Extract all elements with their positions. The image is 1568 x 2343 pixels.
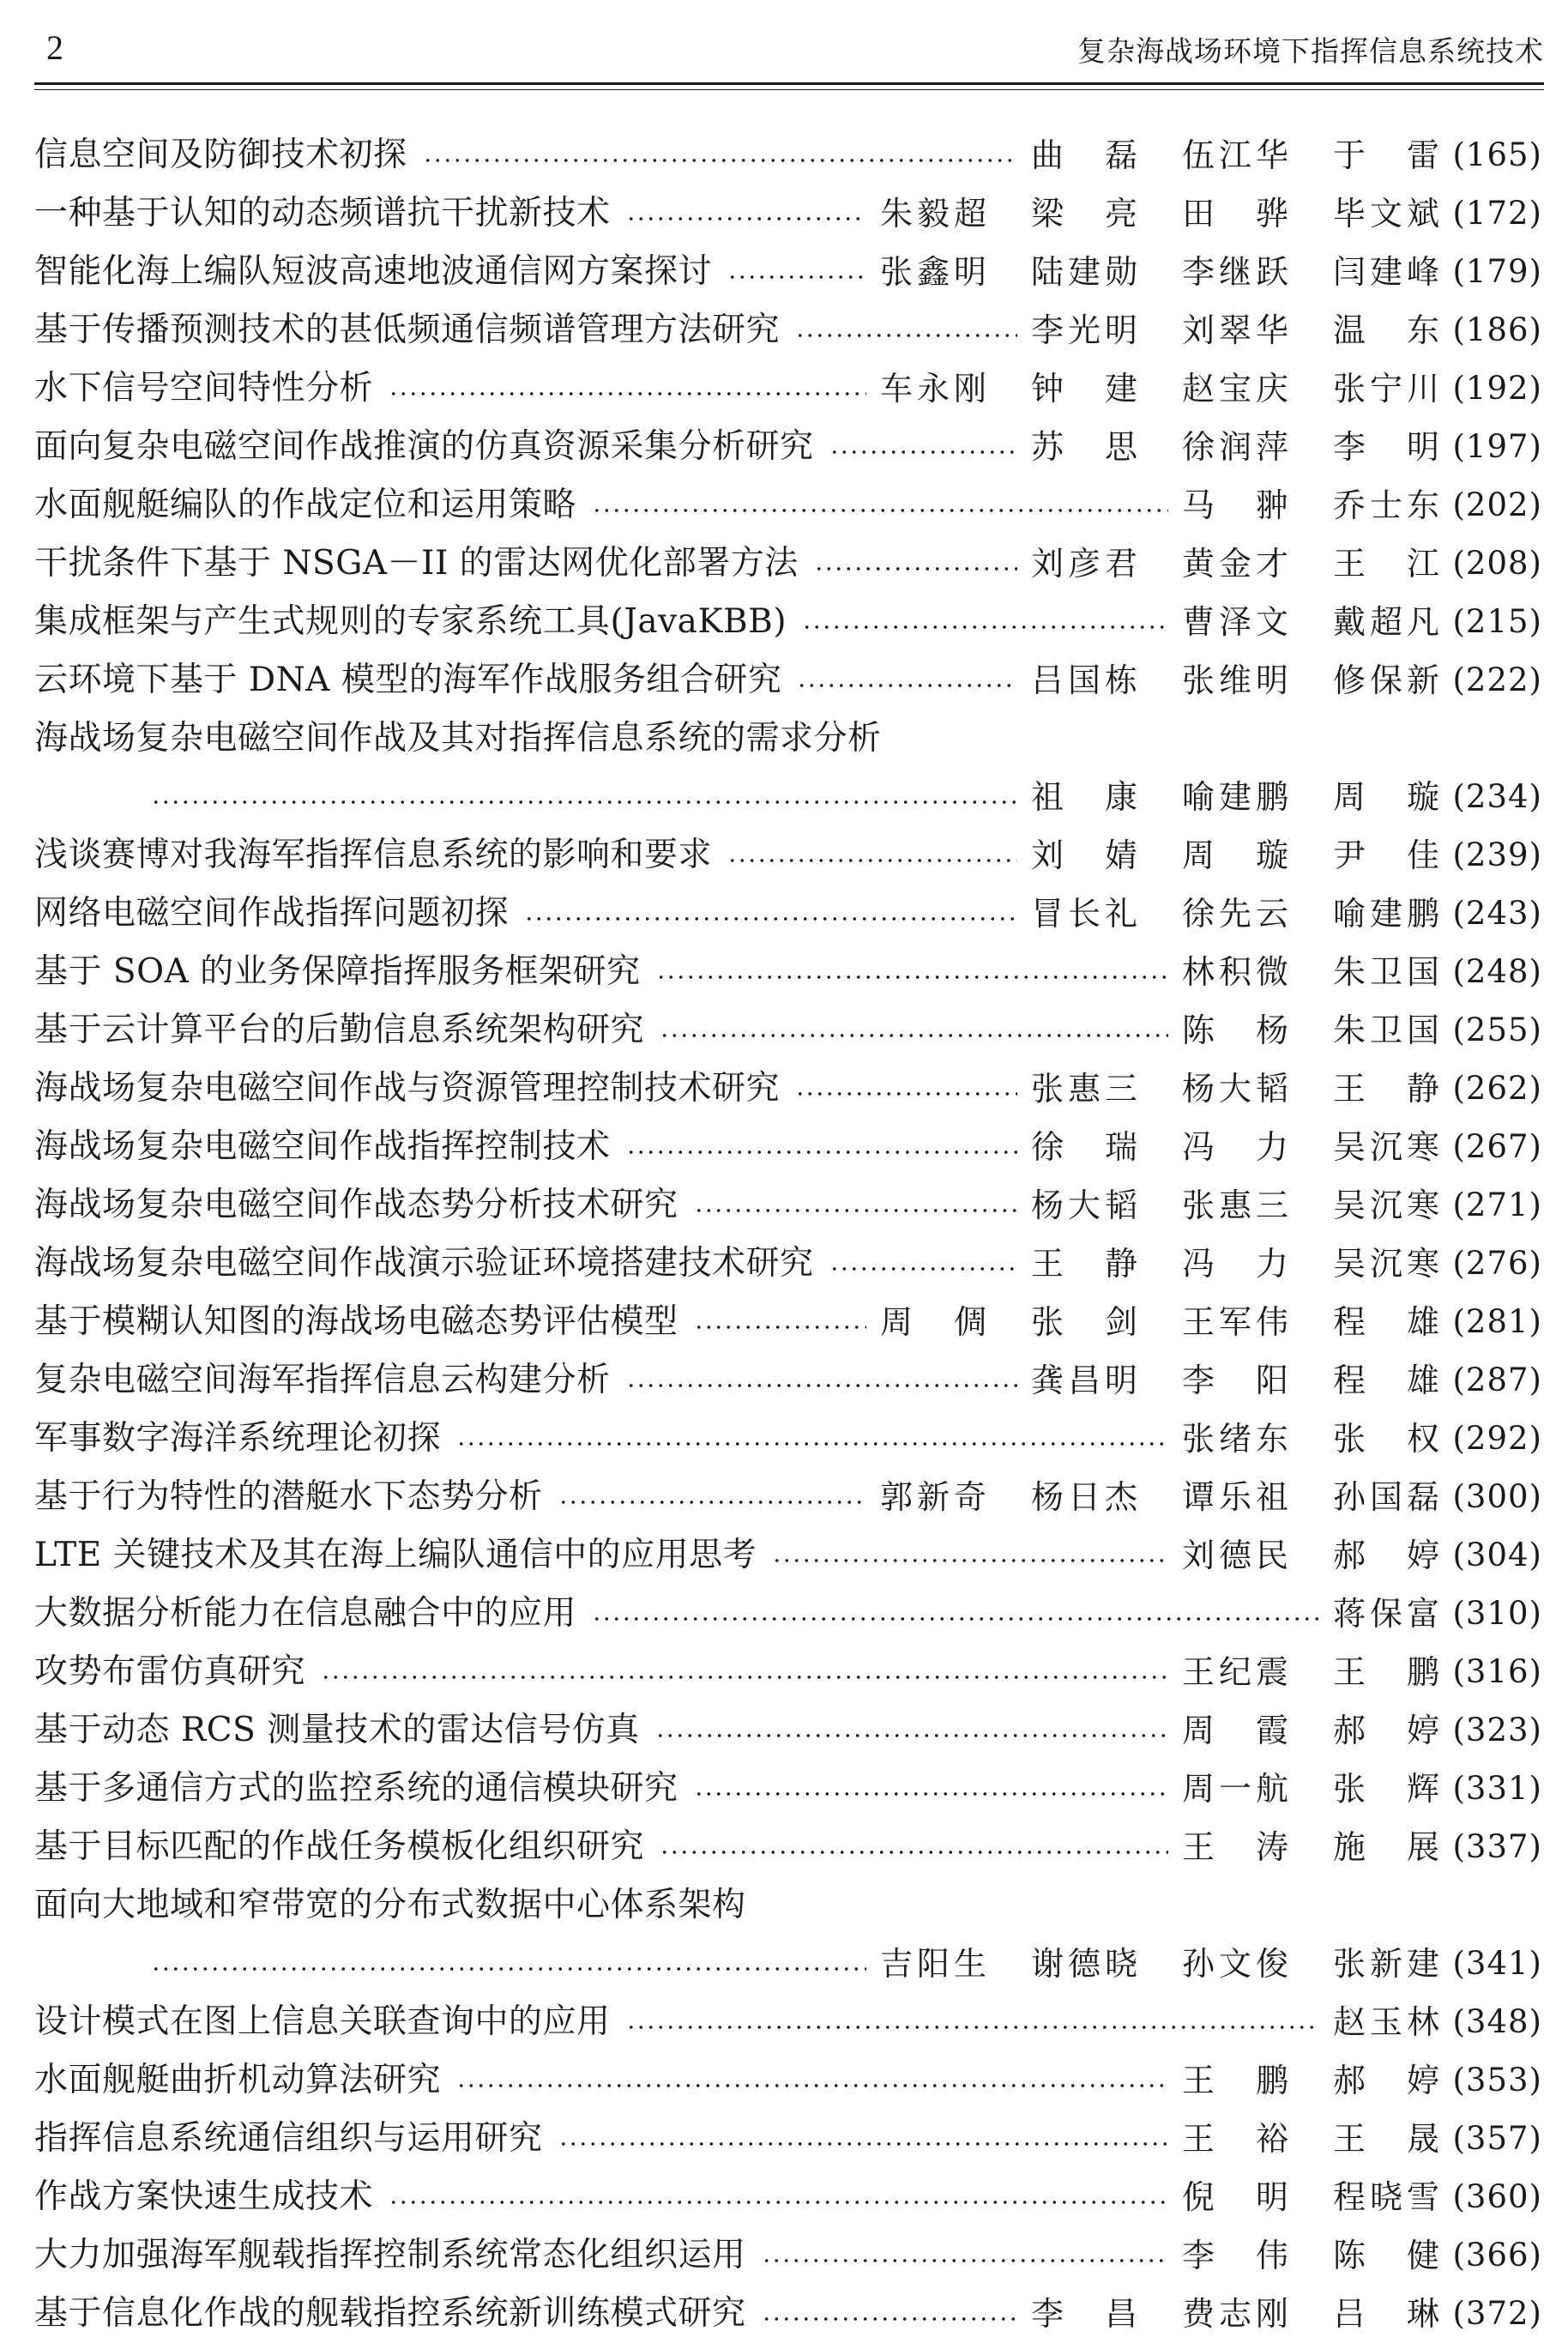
dot-leader — [802, 625, 1168, 630]
toc-entry-author: 施 展 — [1333, 1828, 1439, 1866]
toc-entry-title: 智能化海上编队短波高速地波通信网方案探讨 — [34, 252, 713, 291]
toc-entry-author: 张 剑 — [1031, 1303, 1137, 1341]
dot-leader — [456, 1441, 1168, 1446]
toc-entry-author: 冯 力 — [1182, 1245, 1288, 1283]
toc-entry-title: 基于行为特性的潜艇水下态势分析 — [34, 1477, 543, 1516]
toc-entry-author: 张新建 — [1333, 1945, 1439, 1983]
dot-leader — [321, 1675, 1168, 1680]
toc-entry-author: 龚昌明 — [1031, 1362, 1137, 1399]
toc-entry[interactable] — [34, 1235, 1542, 1293]
toc-entry-title: 基于 SOA 的业务保障指挥服务框架研究 — [34, 952, 641, 991]
toc-entry[interactable] — [34, 1468, 1542, 1526]
toc-entry-author: 尹 佳 — [1333, 836, 1439, 874]
toc-entry-author: 周 倜 — [880, 1303, 986, 1341]
toc-entry[interactable] — [34, 1701, 1542, 1760]
toc-entry-author: 曹泽文 — [1182, 603, 1288, 641]
toc-entry-title: 基于传播预测技术的甚低频通信频谱管理方法研究 — [34, 311, 781, 349]
dot-leader — [423, 158, 1017, 163]
toc-entry-author: 梁 亮 — [1031, 195, 1137, 232]
toc-entry-author: 孙国磊 — [1333, 1478, 1439, 1516]
toc-entry-author: 吴沉寒 — [1333, 1245, 1439, 1283]
toc-entry-title: 基于信息化作战的舰载指控系统新训练模式研究 — [34, 2294, 746, 2333]
toc-entry-author: 程晓雪 — [1333, 2178, 1439, 2216]
toc-entry-author: 郝 婷 — [1333, 1537, 1439, 1574]
toc-entry-author: 朱毅超 — [880, 195, 986, 232]
dot-leader — [626, 216, 866, 221]
toc-entry-author: 吕 琳 — [1333, 2295, 1439, 2333]
toc-entry-author: 陈 杨 — [1182, 1011, 1288, 1049]
dot-leader — [656, 975, 1168, 980]
toc-entry-author: 于 雷 — [1333, 136, 1439, 174]
toc-entry-author: 钟 建 — [1031, 370, 1137, 408]
toc-entry-title: 信息空间及防御技术初探 — [34, 136, 407, 174]
toc-entry-author: 朱卫国 — [1333, 1011, 1439, 1049]
toc-entry-title: 干扰条件下基于 NSGA－II 的雷达网优化部署方法 — [34, 544, 799, 583]
toc-entry-page: (300) — [1452, 1478, 1542, 1515]
toc-entry-page: (357) — [1452, 2120, 1542, 2157]
toc-entry-author: 刘翠华 — [1182, 311, 1288, 349]
header-rule-thick — [34, 82, 1544, 85]
toc-entry-page: (165) — [1452, 136, 1542, 173]
toc-entry-title: 海战场复杂电磁空间作战及其对指挥信息系统的需求分析 — [34, 719, 882, 758]
toc-entry-page: (248) — [1452, 953, 1542, 990]
dot-leader — [772, 1558, 1168, 1563]
toc-entry-page: (304) — [1452, 1537, 1542, 1573]
dot-leader — [151, 800, 1017, 805]
toc-entry-author: 喻建鹏 — [1182, 778, 1288, 816]
toc-entry[interactable] — [34, 2168, 1542, 2226]
dot-leader — [660, 1033, 1168, 1038]
toc-entry-title: 大数据分析能力在信息融合中的应用 — [34, 1594, 577, 1633]
toc-entry-author: 张宁川 — [1333, 370, 1439, 408]
toc-entry-title: 基于云计算平台的后勤信息系统架构研究 — [34, 1011, 645, 1049]
toc-entry[interactable] — [34, 418, 1542, 476]
toc-entry[interactable] — [34, 2110, 1542, 2168]
toc-entry[interactable] — [34, 1993, 1542, 2051]
toc-entry-author: 王 鹏 — [1182, 2062, 1288, 2099]
toc-entry-title: 攻势布雷仿真研究 — [34, 1652, 306, 1691]
toc-entry-page: (243) — [1452, 895, 1542, 932]
toc-entry[interactable] — [34, 476, 1542, 534]
toc-entry-author: 刘 婧 — [1031, 836, 1137, 874]
toc-entry-author: 张鑫明 — [880, 253, 986, 291]
toc-entry-author: 李继跃 — [1182, 253, 1288, 291]
toc-entry-title: 基于多通信方式的监控系统的通信模块研究 — [34, 1769, 678, 1808]
toc-entry-page: (360) — [1452, 2178, 1542, 2215]
toc-entry-title: 指挥信息系统通信组织与运用研究 — [34, 2119, 543, 2158]
toc-entry-author: 郭新奇 — [880, 1478, 986, 1516]
toc-entry-author: 杨大韬 — [1182, 1070, 1288, 1108]
toc-entry[interactable] — [34, 1526, 1542, 1585]
dot-leader — [592, 508, 1168, 513]
toc-entry-page: (292) — [1452, 1420, 1542, 1457]
dot-leader — [558, 2141, 1168, 2147]
toc-entry-page: (281) — [1452, 1303, 1542, 1340]
dot-leader — [762, 2316, 1017, 2322]
toc-entry[interactable] — [34, 1060, 1542, 1118]
toc-entry-author: 费志刚 — [1182, 2295, 1288, 2333]
toc-entry-author: 温 东 — [1333, 311, 1439, 349]
toc-entry-page: (239) — [1452, 836, 1542, 873]
toc-entry-author: 吴沉寒 — [1333, 1187, 1439, 1224]
toc-entry-author: 周一航 — [1182, 1770, 1288, 1808]
toc-entry[interactable] — [34, 1876, 1542, 1935]
toc-entry-author: 林积微 — [1182, 953, 1288, 991]
toc-entry-title: 水面舰艇曲折机动算法研究 — [34, 2061, 442, 2099]
toc-entry-page: (234) — [1452, 778, 1542, 815]
dot-leader — [626, 1150, 1017, 1155]
toc-entry-author: 田 骅 — [1182, 195, 1288, 232]
toc-entry-title: 面向复杂电磁空间作战推演的仿真资源采集分析研究 — [34, 427, 814, 466]
toc-entry-author: 王 鹏 — [1333, 1653, 1439, 1691]
dot-leader — [797, 683, 1017, 688]
dot-leader — [694, 1325, 866, 1330]
running-title: 复杂海战场环境下指挥信息系统技术 — [1077, 34, 1544, 68]
toc-entry-author: 修保新 — [1333, 661, 1439, 699]
toc-entry-author: 苏 思 — [1031, 428, 1137, 466]
toc-entry[interactable] — [34, 1351, 1542, 1410]
toc-entry-title: 一种基于认知的动态频谱抗干扰新技术 — [34, 194, 611, 232]
toc-entry-author: 张绪东 — [1182, 1420, 1288, 1458]
toc-entry-author: 李 伟 — [1182, 2237, 1288, 2274]
toc-entry-author: 张 权 — [1333, 1420, 1439, 1458]
toc-entry-page: (366) — [1452, 2237, 1542, 2274]
toc-entry-page: (323) — [1452, 1712, 1542, 1748]
toc-entry-author: 周 霞 — [1182, 1712, 1288, 1749]
toc-entry-author: 徐 瑞 — [1031, 1128, 1137, 1166]
toc-entry-page: (208) — [1452, 545, 1542, 582]
toc-entry-page: (192) — [1452, 370, 1542, 407]
toc-entry-author: 赵玉林 — [1333, 2003, 1439, 2041]
toc-entry-author: 黄金才 — [1182, 545, 1288, 583]
toc-entry[interactable] — [34, 1118, 1542, 1176]
toc-entry-title: 海战场复杂电磁空间作战演示验证环境搭建技术研究 — [34, 1244, 814, 1283]
toc-entry-page: (271) — [1452, 1187, 1542, 1223]
toc-entry[interactable] — [34, 1818, 1542, 1876]
toc-entry-author: 周 璇 — [1182, 836, 1288, 874]
toc-entry-author: 陆建勋 — [1031, 253, 1137, 291]
toc-entry-page: (287) — [1452, 1362, 1542, 1398]
toc-entry-author: 谭乐祖 — [1182, 1478, 1288, 1516]
toc-entry-author: 陈 健 — [1333, 2237, 1439, 2274]
toc-entry[interactable] — [34, 1410, 1542, 1468]
toc-entry-page: (372) — [1452, 2295, 1542, 2332]
toc-entry-author: 曲 磊 — [1031, 136, 1137, 174]
toc-entry[interactable] — [34, 534, 1542, 593]
toc-entry-author: 李光明 — [1031, 311, 1137, 349]
toc-entry-author: 乔士东 — [1333, 486, 1439, 524]
dot-leader — [727, 858, 1017, 863]
toc-entry-author: 冒长礼 — [1031, 895, 1137, 933]
dot-leader — [795, 1091, 1017, 1096]
dot-leader — [795, 333, 1017, 338]
toc-entry-author: 刘彦君 — [1031, 545, 1137, 583]
toc-entry-title: 水下信号空间特性分析 — [34, 369, 374, 408]
toc-entry-author: 吉阳生 — [880, 1945, 986, 1983]
toc-entry[interactable] — [34, 885, 1542, 943]
toc-entry-author: 谢德晓 — [1031, 1945, 1137, 1983]
toc-entry-page: (179) — [1452, 253, 1542, 290]
toc-entry-page: (267) — [1452, 1128, 1542, 1165]
toc-entry-page: (255) — [1452, 1011, 1542, 1048]
toc-entry-author: 杨大韬 — [1031, 1187, 1137, 1224]
toc-entry[interactable] — [34, 1643, 1542, 1701]
toc-entry-title: 基于动态 RCS 测量技术的雷达信号仿真 — [34, 1711, 640, 1749]
toc-entry-author: 王军伟 — [1182, 1303, 1288, 1341]
toc-entry-author: 张惠三 — [1031, 1070, 1137, 1108]
toc-entry-title: 军事数字海洋系统理论初探 — [34, 1419, 442, 1458]
toc-entry[interactable] — [34, 1176, 1542, 1235]
toc-entry-author: 王 裕 — [1182, 2120, 1288, 2158]
toc-entry-author: 王纪震 — [1182, 1653, 1288, 1691]
toc-entry-author: 李 明 — [1333, 428, 1439, 466]
toc-entry-title: 云环境下基于 DNA 模型的海军作战服务组合研究 — [34, 661, 782, 699]
running-header — [34, 26, 1544, 79]
toc-entry-author: 车永刚 — [880, 370, 986, 408]
dot-leader — [727, 275, 866, 280]
toc-entry-title: 集成框架与产生式规则的专家系统工具(JavaKBB) — [34, 602, 787, 641]
toc-entry-author: 闫建峰 — [1333, 253, 1439, 291]
dot-leader — [626, 2025, 1319, 2030]
toc-entry-title: 网络电磁空间作战指挥问题初探 — [34, 894, 510, 933]
toc-entry-page: (215) — [1452, 603, 1542, 640]
toc-entry-author: 伍江华 — [1182, 136, 1288, 174]
toc-entry-author: 王 涛 — [1182, 1828, 1288, 1866]
page-number: 2 — [46, 28, 63, 67]
dot-leader — [655, 1733, 1168, 1738]
table-of-contents — [34, 126, 1542, 2343]
toc-entry-page: (353) — [1452, 2062, 1542, 2098]
toc-entry-author: 张 辉 — [1333, 1770, 1439, 1808]
toc-entry-author: 蒋保富 — [1333, 1595, 1439, 1633]
toc-entry-title: 复杂电磁空间海军指挥信息云构建分析 — [34, 1361, 611, 1399]
dot-leader — [151, 1966, 866, 1972]
toc-entry-author: 郝 婷 — [1333, 2062, 1439, 2099]
toc-entry-title: 作战方案快速生成技术 — [34, 2177, 374, 2216]
toc-entry-page: (186) — [1452, 311, 1542, 348]
toc-entry-author: 杨日杰 — [1031, 1478, 1137, 1516]
toc-entry-title: LTE 关键技术及其在海上编队通信中的应用思考 — [34, 1536, 757, 1574]
toc-entry-author: 朱卫国 — [1333, 953, 1439, 991]
toc-entry-author: 冯 力 — [1182, 1128, 1288, 1166]
toc-entry-author: 李 昌 — [1031, 2295, 1137, 2333]
toc-entry[interactable] — [34, 1585, 1542, 1643]
dot-leader — [829, 450, 1017, 455]
toc-entry[interactable] — [34, 184, 1542, 243]
toc-entry[interactable] — [34, 768, 1542, 826]
toc-entry[interactable] — [34, 1293, 1542, 1351]
toc-entry-title: 大力加强海军舰载指挥控制系统常态化组织运用 — [34, 2236, 746, 2274]
toc-entry-author: 王 静 — [1333, 1070, 1439, 1108]
toc-entry-author: 张惠三 — [1182, 1187, 1288, 1224]
toc-entry-author: 喻建鹏 — [1333, 895, 1439, 933]
toc-entry-author: 吴沉寒 — [1333, 1128, 1439, 1166]
toc-entry-title: 设计模式在图上信息关联查询中的应用 — [34, 2002, 611, 2041]
dot-leader — [694, 1208, 1017, 1213]
toc-entry-author: 程 雄 — [1333, 1303, 1439, 1341]
toc-entry[interactable] — [34, 2285, 1542, 2343]
dot-leader — [558, 1500, 866, 1505]
toc-entry-page: (316) — [1452, 1653, 1542, 1690]
dot-leader — [389, 391, 866, 396]
toc-entry-page: (202) — [1452, 486, 1542, 523]
toc-entry[interactable] — [34, 943, 1542, 1001]
toc-entry[interactable] — [34, 2051, 1542, 2110]
toc-entry-author: 倪 明 — [1182, 2178, 1288, 2216]
dot-leader — [660, 1850, 1168, 1855]
toc-entry-page: (172) — [1452, 195, 1542, 232]
toc-entry-author: 徐润萍 — [1182, 428, 1288, 466]
toc-entry-title: 海战场复杂电磁空间作战与资源管理控制技术研究 — [34, 1069, 781, 1108]
header-rule-thin — [34, 89, 1544, 90]
toc-entry-title: 基于目标匹配的作战任务模板化组织研究 — [34, 1827, 645, 1866]
toc-entry-title: 浅谈赛博对我海军指挥信息系统的影响和要求 — [34, 836, 713, 874]
dot-leader — [524, 916, 1017, 921]
toc-entry-page: (310) — [1452, 1595, 1542, 1632]
toc-entry[interactable] — [34, 301, 1542, 359]
toc-entry-author: 李 阳 — [1182, 1362, 1288, 1399]
toc-entry-title: 基于模糊认知图的海战场电磁态势评估模型 — [34, 1302, 678, 1341]
toc-entry-title: 海战场复杂电磁空间作战指挥控制技术 — [34, 1127, 611, 1166]
toc-entry[interactable] — [34, 2226, 1542, 2285]
toc-entry-author: 毕文斌 — [1333, 195, 1439, 232]
toc-entry[interactable] — [34, 359, 1542, 418]
toc-entry-page: (222) — [1452, 661, 1542, 698]
toc-entry-page: (348) — [1452, 2003, 1542, 2040]
toc-entry[interactable] — [34, 126, 1542, 184]
toc-entry-author: 张维明 — [1182, 661, 1288, 699]
toc-entry-page: (262) — [1452, 1070, 1542, 1107]
dot-leader — [814, 566, 1017, 571]
toc-entry[interactable] — [34, 1935, 1542, 1993]
toc-entry-page: (331) — [1452, 1770, 1542, 1807]
dot-leader — [829, 1266, 1017, 1271]
toc-entry[interactable] — [34, 1760, 1542, 1818]
toc-entry-author: 马 翀 — [1182, 486, 1288, 524]
dot-leader — [694, 1791, 1168, 1797]
toc-entry-author: 赵宝庆 — [1182, 370, 1288, 408]
toc-entry-page: (197) — [1452, 428, 1542, 465]
dot-leader — [762, 2258, 1168, 2263]
toc-entry-page: (337) — [1452, 1828, 1542, 1865]
dot-leader — [456, 2083, 1168, 2088]
toc-entry-author: 祖 康 — [1031, 778, 1137, 816]
toc-entry-page: (341) — [1452, 1945, 1542, 1982]
toc-entry-author: 徐先云 — [1182, 895, 1288, 933]
toc-entry-author: 刘德民 — [1182, 1537, 1288, 1574]
toc-entry-author: 戴超凡 — [1333, 603, 1439, 641]
toc-entry-author: 王 静 — [1031, 1245, 1137, 1283]
toc-entry-author: 王 晟 — [1333, 2120, 1439, 2158]
toc-entry[interactable] — [34, 243, 1542, 301]
toc-entry-page: (276) — [1452, 1245, 1542, 1282]
toc-entry-author: 孙文俊 — [1182, 1945, 1288, 1983]
toc-entry-author: 王 江 — [1333, 545, 1439, 583]
toc-entry-title: 海战场复杂电磁空间作战态势分析技术研究 — [34, 1186, 678, 1224]
toc-entry-author: 周 璇 — [1333, 778, 1439, 816]
toc-entry-author: 郝 婷 — [1333, 1712, 1439, 1749]
toc-entry-title: 面向大地域和窄带宽的分布式数据中心体系架构 — [34, 1886, 746, 1924]
dot-leader — [389, 2200, 1168, 2205]
toc-entry-author: 程 雄 — [1333, 1362, 1439, 1399]
toc-entry[interactable] — [34, 826, 1542, 885]
toc-entry[interactable] — [34, 710, 1542, 768]
toc-entry-title: 水面舰艇编队的作战定位和运用策略 — [34, 486, 577, 524]
dot-leader — [592, 1616, 1319, 1621]
toc-entry-author: 吕国栋 — [1031, 661, 1137, 699]
toc-entry[interactable] — [34, 651, 1542, 710]
dot-leader — [626, 1383, 1017, 1388]
toc-entry[interactable] — [34, 1001, 1542, 1060]
toc-entry[interactable] — [34, 593, 1542, 651]
